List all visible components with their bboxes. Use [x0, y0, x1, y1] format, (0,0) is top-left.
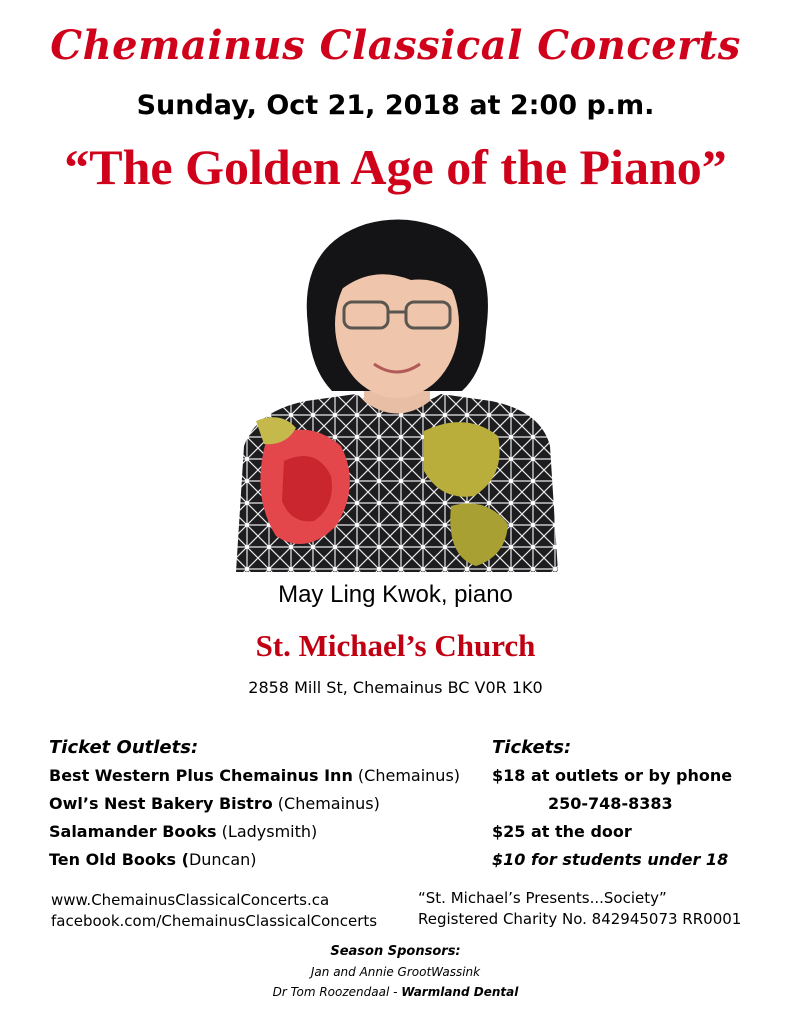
performer-name: May Ling Kwok, piano — [278, 581, 513, 608]
student-price: $10 for students under 18 — [492, 850, 729, 869]
door-price: $25 at the door — [492, 822, 632, 841]
charity-info — [418, 888, 741, 930]
outlet-item — [49, 818, 479, 846]
sponsor-line: Jan and Annie GrootWassink — [310, 965, 481, 979]
outlet-name: Best Western Plus Chemainus Inn — [49, 766, 353, 785]
sponsors-heading: Season Sponsors: — [330, 944, 461, 959]
website-url: www.ChemainusClassicalConcerts.ca — [51, 891, 330, 909]
sponsor-line — [0, 982, 791, 1002]
web-links — [51, 890, 377, 932]
charity-registration: Registered Charity No. 842945073 RR0001 — [418, 910, 742, 928]
outlet-name: Salamander Books — [49, 822, 217, 841]
society-name: “St. Michael’s Presents...Society” — [418, 889, 667, 907]
facebook-url: facebook.com/ChemainusClassicalConcerts — [51, 912, 378, 930]
venue-name: St. Michael’s Church — [255, 628, 536, 663]
performer-portrait — [236, 206, 558, 572]
concert-title: “The Golden Age of the Piano” — [64, 139, 727, 195]
outlet-item — [49, 790, 479, 818]
outlet-name: Owl’s Nest Bakery Bistro — [49, 794, 273, 813]
concert-series-title: Chemainus Classical Concerts — [50, 22, 741, 69]
outlet-town: (Ladysmith) — [216, 822, 318, 841]
ticket-phone: 250-748-8383 — [548, 794, 673, 813]
concert-date: Sunday, Oct 21, 2018 at 2:00 p.m. — [136, 90, 655, 121]
outlet-item — [49, 762, 479, 790]
outlet-name: Ten Old Books ( — [49, 850, 189, 869]
tickets-heading: Tickets: — [492, 737, 572, 758]
ticket-outlets — [49, 734, 479, 874]
ticket-outlets-heading: Ticket Outlets: — [49, 737, 199, 758]
sponsor-business: Warmland Dental — [401, 985, 519, 999]
outlet-town: (Chemainus) — [272, 794, 380, 813]
outlet-town: Duncan) — [188, 850, 257, 869]
outlet-item — [49, 846, 479, 874]
advance-price: $18 at outlets or by phone — [492, 766, 733, 785]
venue-address: 2858 Mill St, Chemainus BC V0R 1K0 — [248, 678, 543, 697]
sponsor-name: Dr Tom Roozendaal - — [272, 985, 402, 999]
ticket-prices — [492, 734, 762, 874]
season-sponsors — [0, 942, 791, 1002]
outlet-town: (Chemainus) — [352, 766, 461, 785]
